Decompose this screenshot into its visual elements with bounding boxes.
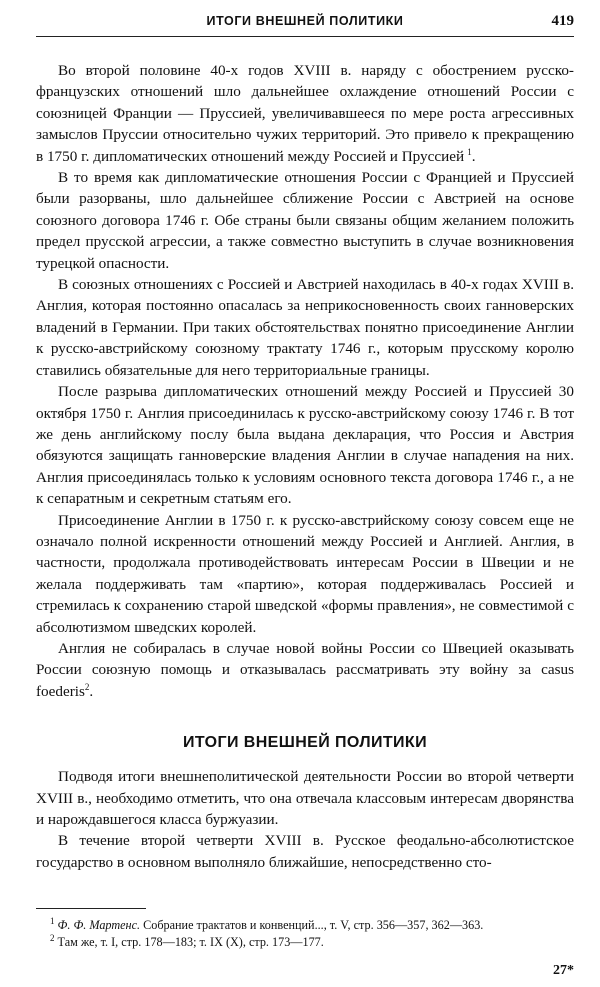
footnote-2	[50, 934, 574, 951]
paragraph-text: Подводя итоги внешнеполитической деятельности России во второй четверти XVIII в., необходимо отметить, что она отвечала классовым интересам дворянства и нарождавшегося класса буржуазии.	[36, 768, 574, 828]
paragraph-text: В союзных отношениях с Россией и Австрией находилась в 40-х годах XVIII в. Англия, которая постоянно опасалась за неприкосновенность своих ганноверских владений в Германии. При таких обстоятельствах понятно присоединение Англии к русско-австрийскому союзному трактату 1746 г., которым прусскому королю ставились обязательные для него территориальные границы.	[36, 276, 574, 379]
paragraph-text: После разрыва дипломатических отношений между Россией и Пруссией 30 октября 1750 г. Англия присоединилась к русско-австрийскому союзу 1746 г. В тот же день английскому послу была выдана декларация, что Россия и Австрия обязуются защищать ганноверские владения Англии в случае нападения на них. Англия присоединялась только к условиям основного текста договора 1746 г., а не к сепаратным и секретным статьям его.	[36, 383, 574, 508]
footnote-1	[50, 917, 574, 934]
paragraph-tail: .	[89, 682, 94, 700]
footnotes	[36, 908, 574, 951]
footnote-mark: 2	[50, 932, 55, 943]
footnote-author: Ф. Ф. Мартенс.	[57, 918, 141, 932]
paragraph-2	[36, 167, 574, 274]
footnote-ref-1[interactable]: 1	[467, 146, 472, 157]
running-header	[36, 10, 574, 37]
paragraph-5	[36, 510, 574, 638]
running-title: ИТОГИ ВНЕШНЕЙ ПОЛИТИКИ	[206, 14, 404, 28]
paragraph-3	[36, 274, 574, 381]
paragraph-text: В течение второй четверти XVIII в. Русское феодально-абсолютистское государство в основном выполняло ближайшие, непосредственно сто-	[36, 832, 574, 871]
main-text	[36, 60, 574, 873]
paragraph-text: Присоединение Англии в 1750 г. к русско-австрийскому союзу совсем еще не означало полной искренности отношений между Россией и Англией. Англия, в частности, продолжала противодействовать интересам России в Швеции и не желала поддерживать там «партию», которая поддерживалась Россией и стремилась к сохранению старой шведской «формы правления», не совместимой с абсолютизмом шведских королей.	[36, 511, 574, 636]
paragraph-tail: .	[471, 147, 476, 165]
footnote-divider	[36, 908, 146, 909]
paragraph-text: Англия не собиралась в случае новой войны России со Швецией оказывать России союзную помощь и отказывалась рассматривать эту войну за casus foederis	[36, 639, 574, 700]
section-paragraph-2	[36, 830, 574, 873]
footnote-text: Там же, т. I, стр. 178—183; т. IX (X), стр. 173—177.	[57, 935, 324, 949]
section-heading: ИТОГИ ВНЕШНЕЙ ПОЛИТИКИ	[183, 734, 427, 752]
signature-mark: 27*	[553, 963, 574, 978]
paragraph-6	[36, 638, 574, 702]
section-paragraph-1	[36, 766, 574, 830]
footnote-text: Собрание трактатов и конвенций..., т. V, стр. 356—357, 362—363.	[143, 918, 484, 932]
footnote-ref-2[interactable]: 2	[84, 681, 90, 692]
paragraph-1	[36, 60, 574, 167]
paragraph-text: В то время как дипломатические отношения России с Францией и Пруссией были разорваны, шло дальнейшее сближение России с Австрией на основе союзного договора 1746 г. Обе страны были связаны общим желанием положить предел прусской агрессии, а также совместно выступить в случае возникновения турецкой опасности.	[36, 169, 574, 272]
paragraph-4	[36, 381, 574, 509]
paragraph-text: Во второй половине 40-х годов XVIII в. наряду с обострением русско-французских отношений шло дальнейшее охлаждение отношений России с союзницей Франции — Пруссией, увеличивавшееся по мере роста агрессивных замыслов Пруссии относительно чужих территорий. Это привело к прекращению в 1750 г. дипломатических отношений между Россией и Пруссией	[36, 62, 574, 165]
footnote-mark: 1	[50, 915, 55, 926]
page-number: 419	[551, 13, 574, 29]
